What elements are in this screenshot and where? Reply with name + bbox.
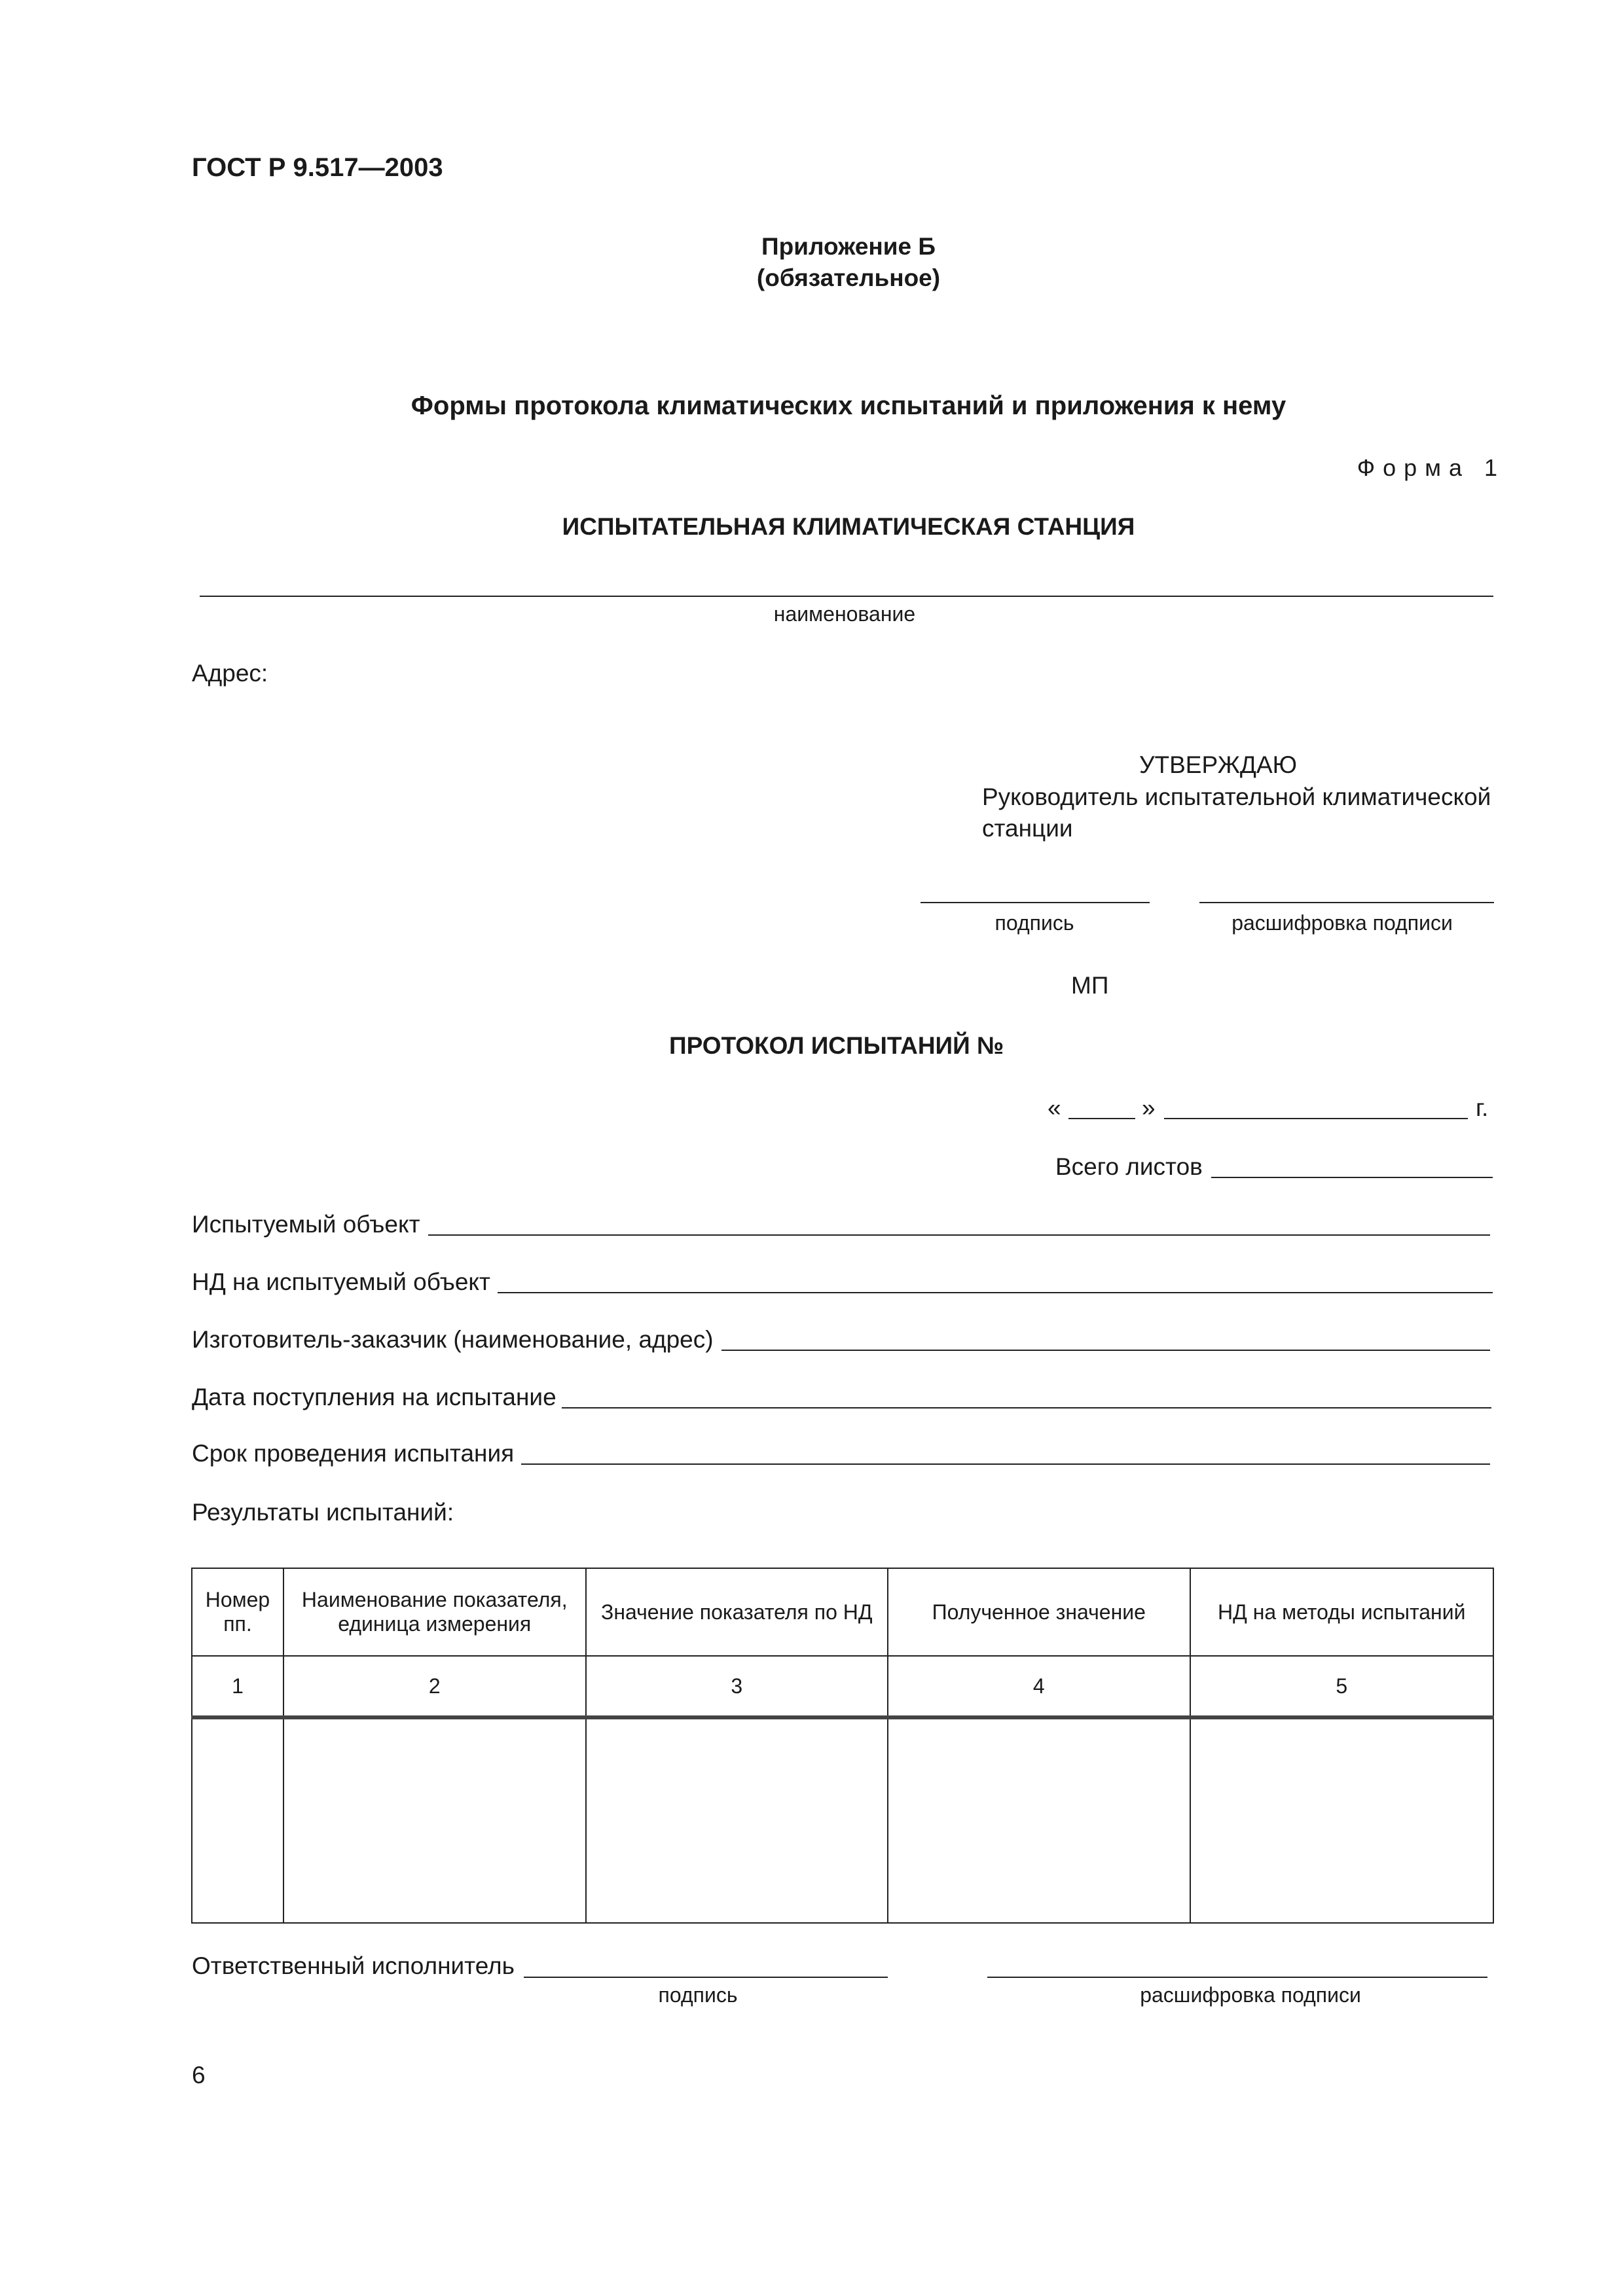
approver-signature-line (921, 902, 1150, 903)
approver-decoding-line (1199, 902, 1494, 903)
table-cell[interactable] (586, 1717, 888, 1923)
responsible-signature-caption: подпись (658, 1983, 738, 2007)
col-header-obtained-value: Полученное значение (888, 1568, 1190, 1656)
table-cell[interactable] (192, 1717, 283, 1923)
field-receipt-date-line (562, 1407, 1491, 1408)
table-cell[interactable] (283, 1717, 586, 1923)
date-close-quote: » (1142, 1094, 1156, 1121)
responsible-signature-line (524, 1977, 888, 1978)
field-manufacturer-line (721, 1350, 1490, 1351)
stamp-label: МП (1071, 972, 1109, 999)
field-nd-object-line (498, 1292, 1493, 1293)
form-label: Форма 1 (1357, 454, 1505, 481)
results-label: Результаты испытаний: (192, 1499, 454, 1526)
field-test-period-label: Срок проведения испытания (192, 1440, 515, 1467)
table-header-row (192, 1568, 1493, 1656)
total-sheets-line (1211, 1177, 1493, 1178)
page-number: 6 (192, 2062, 206, 2089)
protocol-title: ПРОТОКОЛ ИСПЫТАНИЙ № (669, 1032, 1004, 1059)
station-name-line (200, 596, 1493, 597)
approver-signature-caption: подпись (994, 911, 1074, 935)
field-test-object-label: Испытуемый объект (192, 1211, 420, 1238)
standard-code: ГОСТ Р 9.517—2003 (192, 153, 443, 182)
station-heading: ИСПЫТАТЕЛЬНАЯ КЛИМАТИЧЕСКАЯ СТАНЦИЯ (562, 513, 1135, 540)
date-open-quote: « (1048, 1094, 1061, 1121)
field-test-period-line (521, 1463, 1490, 1465)
date-day-line (1068, 1118, 1135, 1119)
table-number-row (192, 1656, 1493, 1717)
approve-label: УТВЕРЖДАЮ (1139, 751, 1298, 778)
table-cell[interactable] (1190, 1717, 1494, 1923)
field-manufacturer-label: Изготовитель-заказчик (наименование, адрес) (192, 1326, 714, 1353)
col-number-5: 5 (1190, 1656, 1494, 1717)
responsible-label: Ответственный исполнитель (192, 1952, 515, 1979)
col-header-test-methods: НД на методы испытаний (1190, 1568, 1494, 1656)
appendix-title: Приложение Б (761, 233, 936, 260)
col-header-indicator: Наименование показателя, единица измерения (283, 1568, 586, 1656)
field-receipt-date-label: Дата поступления на испытание (192, 1384, 556, 1410)
date-month-line (1164, 1118, 1468, 1119)
responsible-decoding-line (987, 1977, 1487, 1978)
field-nd-object-label: НД на испытуемый объект (192, 1268, 490, 1295)
document-title: Формы протокола климатических испытаний и приложения к нему (410, 391, 1286, 420)
col-number-1: 1 (192, 1656, 283, 1717)
col-number-2: 2 (283, 1656, 586, 1717)
approver-decoding-caption: расшифровка подписи (1231, 911, 1453, 935)
col-header-number: Номер пп. (192, 1568, 283, 1656)
table-row (192, 1717, 1493, 1923)
address-label: Адрес: (192, 660, 268, 687)
table-cell[interactable] (888, 1717, 1190, 1923)
responsible-decoding-caption: расшифровка подписи (1140, 1983, 1361, 2007)
appendix-status: (обязательное) (756, 264, 941, 291)
field-test-object-line (428, 1234, 1490, 1236)
col-header-nd-value: Значение показателя по НД (586, 1568, 888, 1656)
year-suffix: г. (1476, 1094, 1489, 1121)
total-sheets-label: Всего листов (1055, 1153, 1203, 1180)
col-number-4: 4 (888, 1656, 1190, 1717)
col-number-3: 3 (586, 1656, 888, 1717)
station-name-caption: наименование (773, 602, 916, 626)
results-table (191, 1568, 1494, 1924)
approver-position-line2: станции (982, 815, 1073, 842)
approver-position-line1: Руководитель испытательной климатической (982, 783, 1491, 810)
